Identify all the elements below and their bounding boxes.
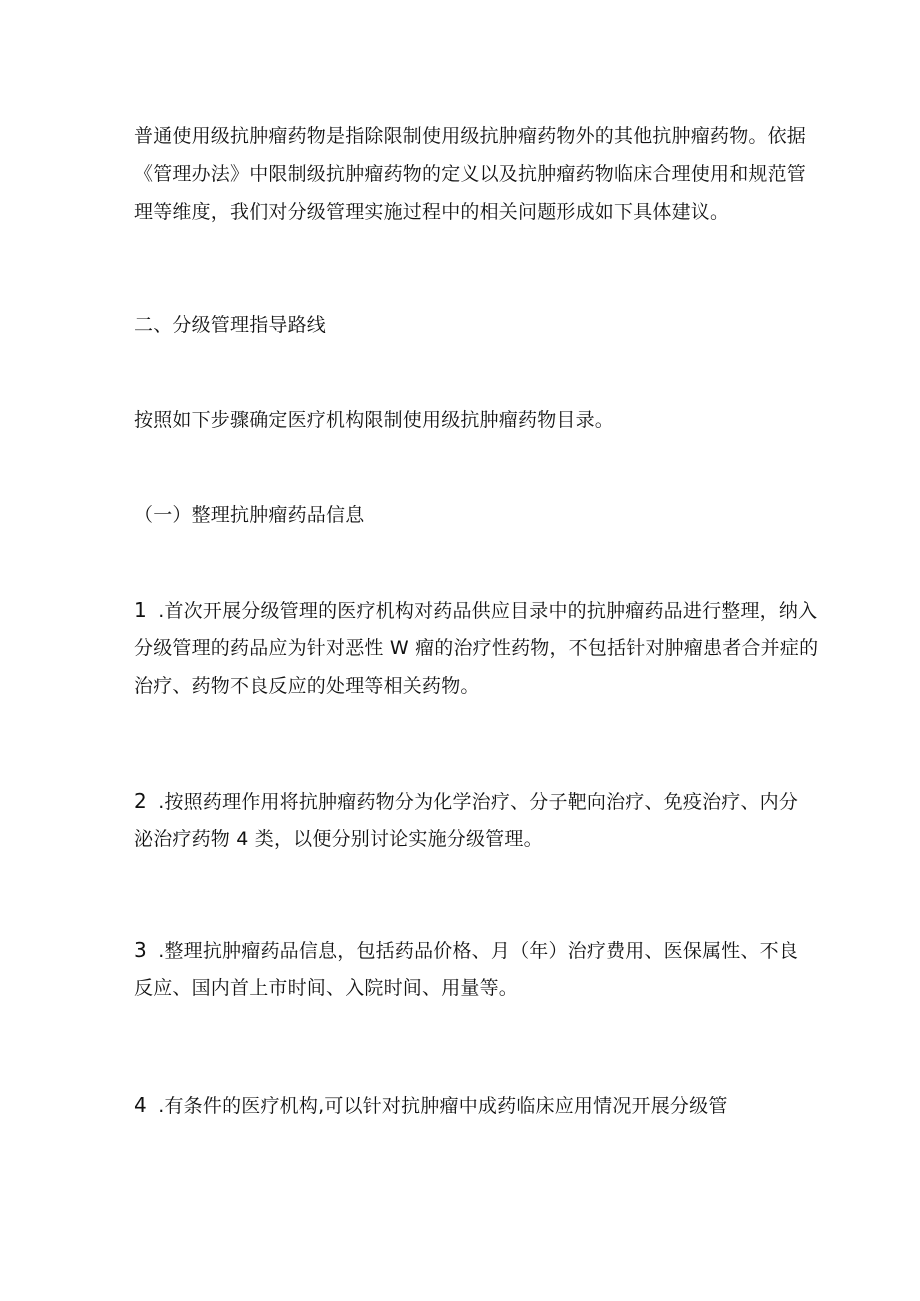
list-item-3-line-2: 反应、国内首上市时间、入院时间、用量等。 xyxy=(134,977,519,999)
list-item-1-number: 1 xyxy=(134,598,147,622)
intro-paragraph xyxy=(134,117,807,231)
list-item-4-line-1 xyxy=(134,1086,794,1124)
list-item-3-number: 3 xyxy=(134,938,147,962)
list-item-2-text-1: .按照药理作用将抗肿瘤药物分为化学治疗、分子靶向治疗、免疫治疗、内分 xyxy=(152,791,799,813)
section-heading xyxy=(134,306,794,344)
list-item-1-line-3: 治疗、药物不良反应的处理等相关药物。 xyxy=(134,675,480,697)
intro-line-1: 普通使用级抗肿瘤药物是指除限制使用级抗肿瘤药物外的其他抗肿瘤药物。依据 xyxy=(134,125,807,147)
list-item-1-text-1: .首次开展分级管理的医疗机构对药品供应目录中的抗肿瘤药品进行整理，纳入 xyxy=(152,600,818,622)
list-item-4 xyxy=(134,1086,794,1124)
list-item-4-number: 4 xyxy=(134,1093,147,1117)
list-item-2-line-1 xyxy=(134,782,799,820)
subsection-heading xyxy=(134,496,794,534)
section-intro xyxy=(134,401,794,439)
list-item-2 xyxy=(134,782,799,858)
list-item-1 xyxy=(134,591,819,705)
list-item-1-line-1 xyxy=(134,591,818,629)
list-item-1-line-2: 分级管理的药品应为针对恶性 W 瘤的治疗性药物，不包括针对肿瘤患者合并症的 xyxy=(134,637,819,659)
subsection-heading-text: （一）整理抗肿瘤药品信息 xyxy=(134,504,365,526)
list-item-2-number: 2 xyxy=(134,789,147,813)
intro-line-3: 理等维度，我们对分级管理实施过程中的相关问题形成如下具体建议。 xyxy=(134,201,730,223)
list-item-2-line-2: 泌治疗药物 4 类，以便分别讨论实施分级管理。 xyxy=(134,828,543,850)
list-item-3-line-1 xyxy=(134,931,799,969)
section-heading-text: 二、分级管理指导路线 xyxy=(134,314,327,336)
intro-line-2: 《管理办法》中限制级抗肿瘤药物的定义以及抗肿瘤药物临床合理使用和规范管 xyxy=(134,163,807,185)
list-item-3 xyxy=(134,931,799,1007)
list-item-4-text-1: .有条件的医疗机构,可以针对抗肿瘤中成药临床应用情况开展分级管 xyxy=(152,1095,728,1117)
section-intro-text: 按照如下步骤确定医疗机构限制使用级抗肿瘤药物目录。 xyxy=(134,409,615,431)
list-item-3-text-1: .整理抗肿瘤药品信息，包括药品价格、月（年）治疗费用、医保属性、不良 xyxy=(152,940,799,962)
